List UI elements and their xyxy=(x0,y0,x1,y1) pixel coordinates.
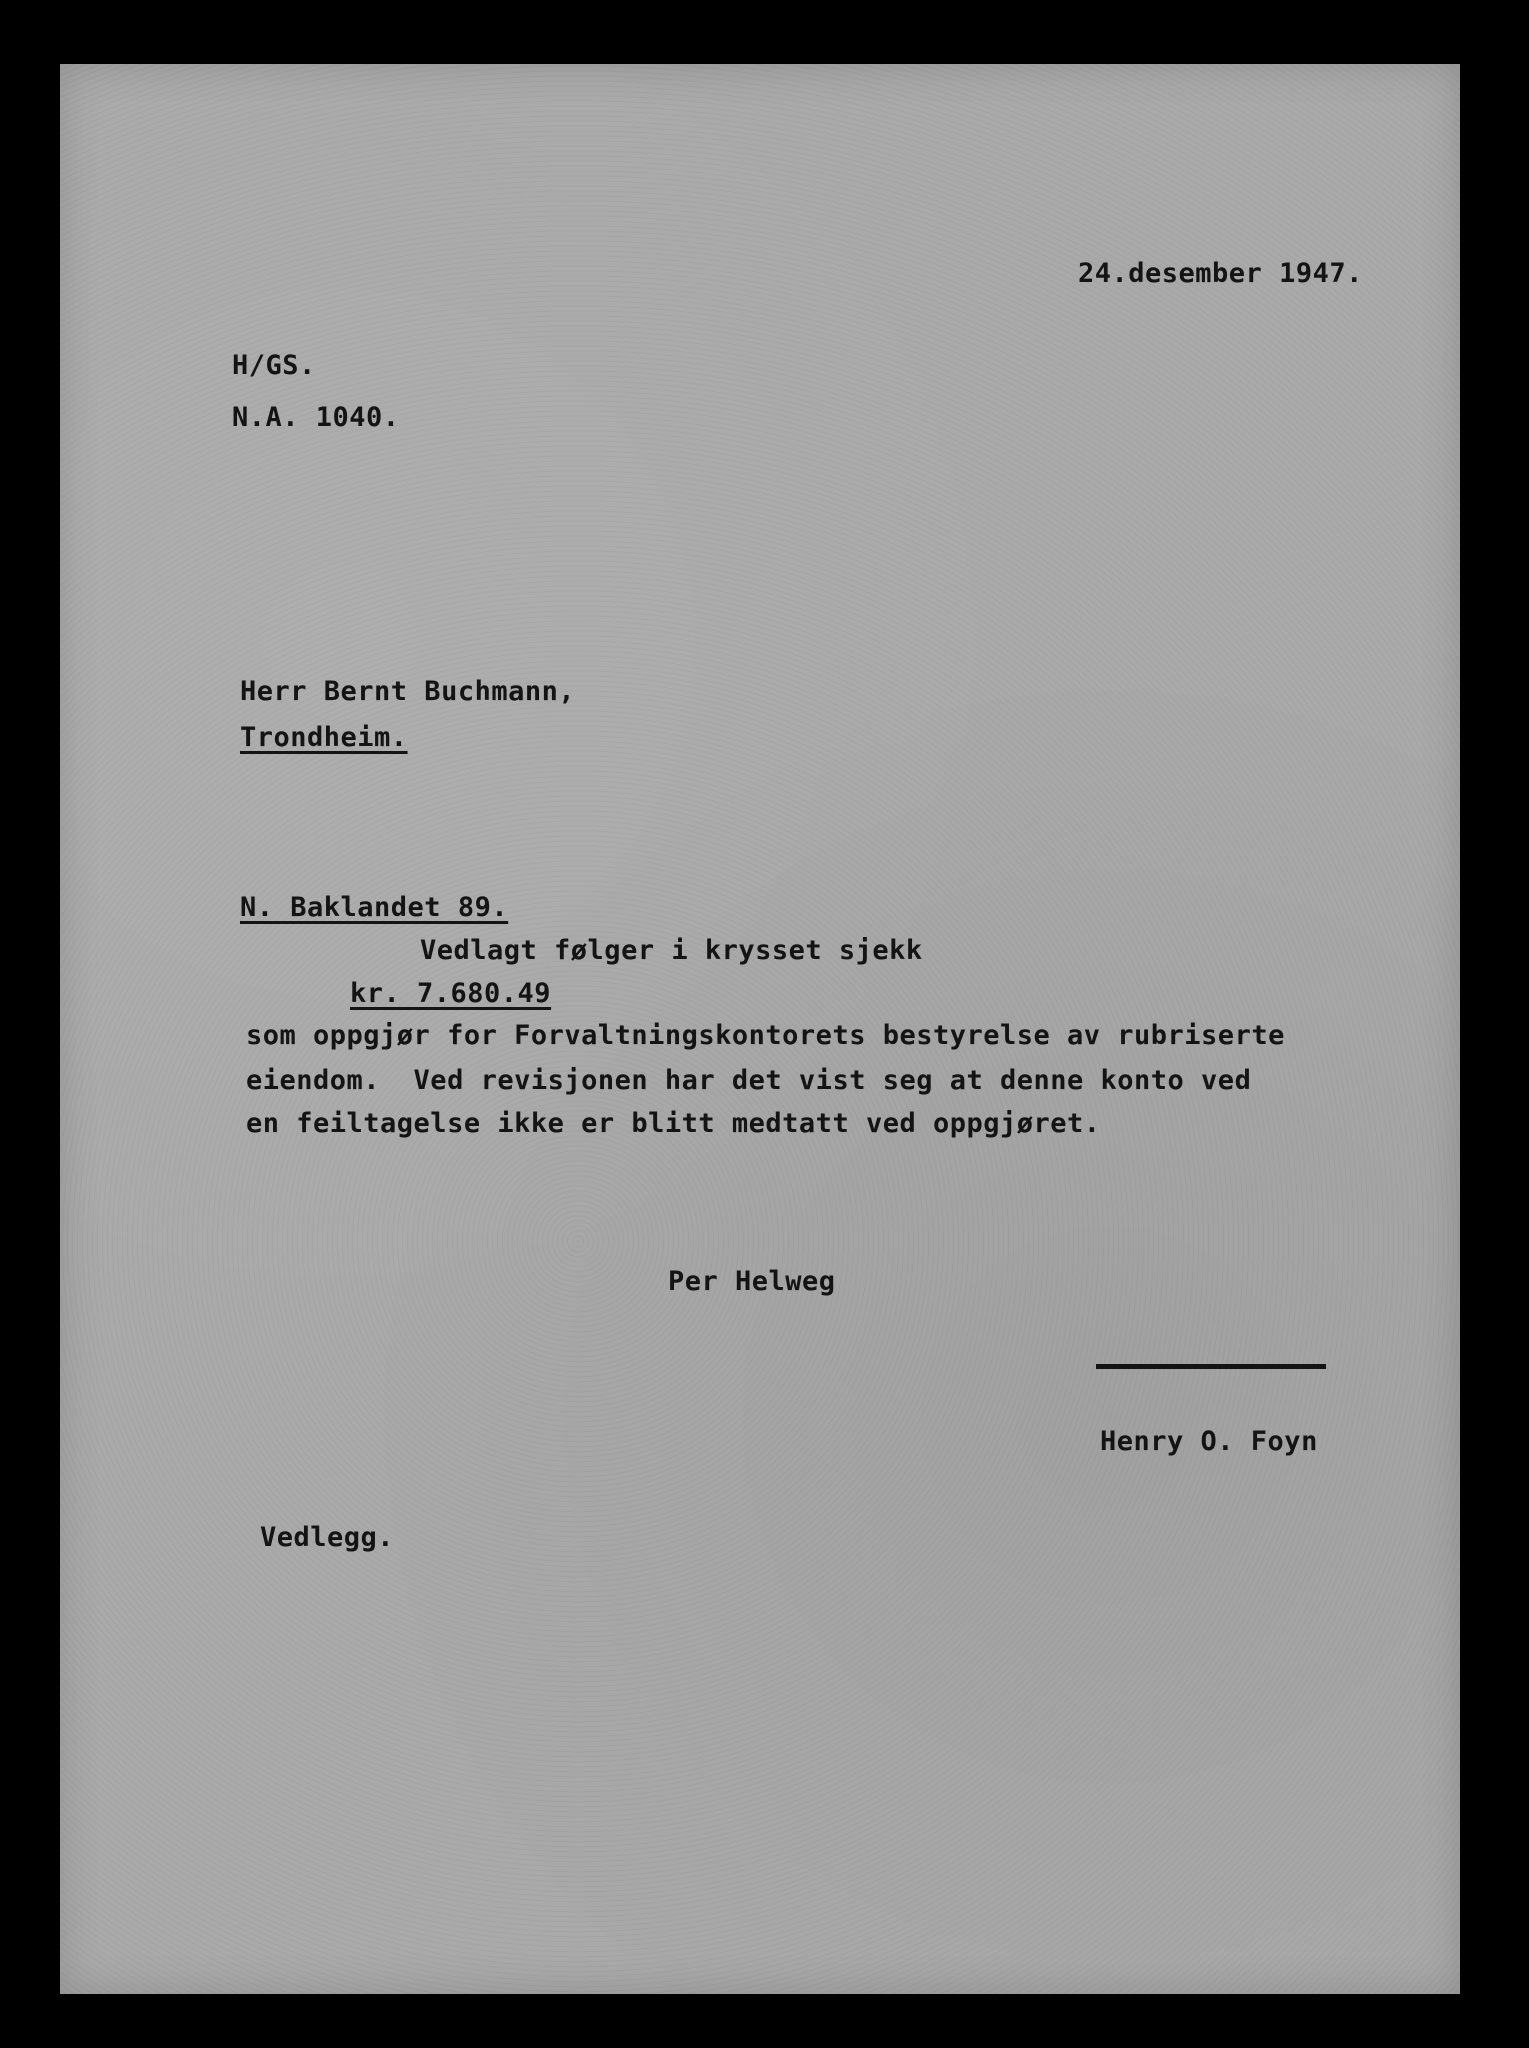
subject-line: N. Baklandet 89. xyxy=(240,892,509,923)
signature-name-1: Per Helweg xyxy=(668,1266,836,1297)
letter-date: 24.desember 1947. xyxy=(1078,258,1363,289)
signature-name-2: Henry O. Foyn xyxy=(1100,1426,1318,1457)
reference-initials: H/GS. xyxy=(232,350,316,381)
recipient-city: Trondheim. xyxy=(240,722,408,753)
body-line-1: Vedlagt følger i krysset sjekk xyxy=(420,935,923,966)
body-line-3: eiendom. Ved revisjonen har det vist seg at denne konto ved xyxy=(246,1065,1252,1096)
recipient-name: Herr Bernt Buchmann, xyxy=(240,676,576,707)
signature-line xyxy=(1096,1364,1326,1369)
body-line-4: en feiltagelse ikke er blitt medtatt ved oppgjøret. xyxy=(246,1108,1101,1139)
body-line-2: som oppgjør for Forvaltningskontorets bestyrelse av rubriserte xyxy=(246,1020,1285,1051)
check-amount: kr. 7.680.49 xyxy=(350,978,552,1009)
enclosure-note: Vedlegg. xyxy=(260,1522,395,1553)
reference-number: N.A. 1040. xyxy=(232,402,400,433)
